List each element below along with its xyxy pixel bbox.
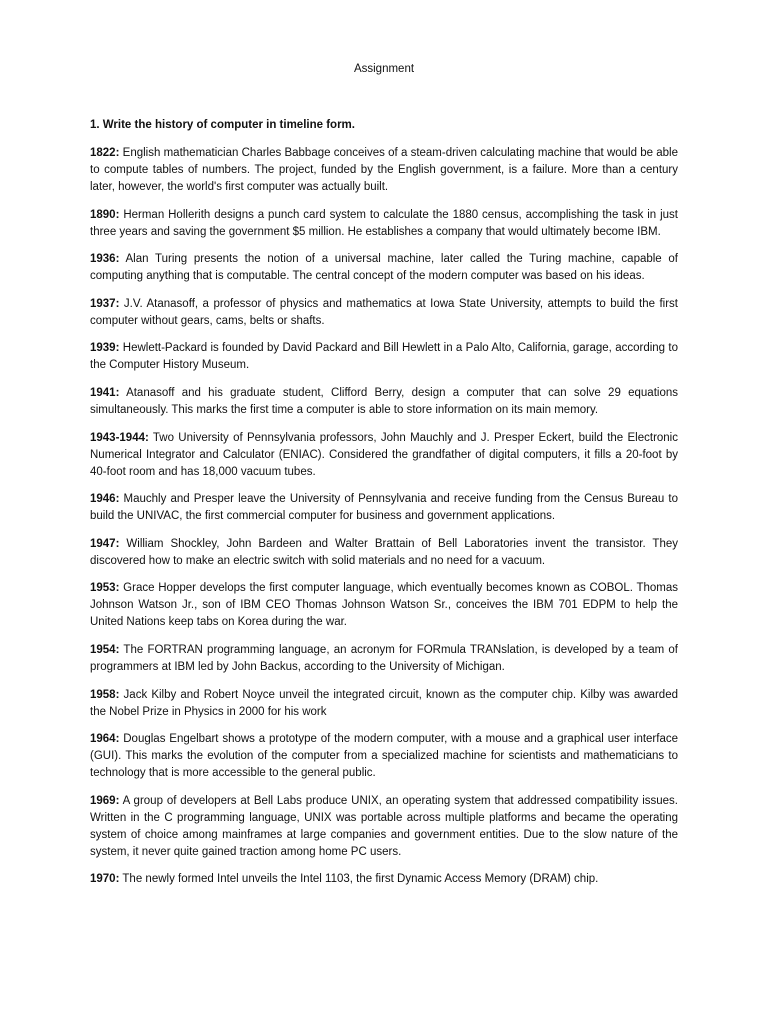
entry-text: William Shockley, John Bardeen and Walter Brattain of Bell Laboratories invent the transistor. They discovered how to make an electric switch with solid materials and no need for a vacuum.: [90, 537, 678, 567]
timeline-entry: [90, 731, 678, 782]
entry-text: English mathematician Charles Babbage conceives of a steam-driven calculating machine that would be able to compute tables of numbers. The project, funded by the English government, is a failure. More than a century later, however, the world's first computer was actually built.: [90, 147, 678, 193]
entry-year: 1964:: [90, 733, 120, 746]
entry-text: Two University of Pennsylvania professors, John Mauchly and J. Presper Eckert, build the Electronic Numerical Integrator and Calculator (ENIAC). Considered the grandfather of digital computers, it fills a 20-foot by 40-foot room and has 18,000 vacuum tubes.: [90, 431, 678, 478]
entry-text: Alan Turing presents the notion of a universal machine, later called the Turing machine, capable of computing anything that is computable. The central concept of the modern computer was based on his ideas.: [90, 253, 678, 283]
entry-year: 1970:: [90, 873, 120, 886]
entry-text: The newly formed Intel unveils the Intel 1103, the first Dynamic Access Memory (DRAM) chip.: [119, 873, 599, 886]
timeline-entry: [90, 871, 678, 888]
timeline-entry: [90, 687, 678, 721]
timeline-list: [90, 145, 678, 899]
page-title: Assignment: [353, 63, 415, 75]
entry-text: The FORTRAN programming language, an acronym for FORmula TRANslation, is developed by a team of programmers at IBM led by John Backus, according to the University of Michigan.: [90, 643, 678, 673]
entry-year: 1954:: [90, 643, 120, 656]
entry-year: 1941:: [90, 386, 120, 399]
entry-year: 1890:: [90, 208, 120, 221]
entry-year: 1946:: [90, 493, 120, 506]
entry-text: Mauchly and Presper leave the University of Pennsylvania and receive funding from the Census Bureau to build the UNIVAC, the first commercial computer for business and government applications.: [90, 493, 678, 523]
entry-year: 1947:: [90, 537, 120, 550]
timeline-entry: [90, 145, 678, 196]
timeline-entry: [90, 430, 678, 481]
entry-text: A group of developers at Bell Labs produce UNIX, an operating system that addressed compatibility issues. Written in the C programming language, UNIX was portable across multiple platforms and became the operating system of choice among mainframes at large companies and government entities. Due to the slow nature of the system, it never quite gained traction among home PC users.: [90, 794, 678, 858]
entry-text: Atanasoff and his graduate student, Clifford Berry, design a computer that can solve 29 equations simultaneously. This marks the first time a computer is able to store information on its main memory.: [90, 386, 678, 416]
question-heading: 1. Write the history of computer in timeline form.: [90, 119, 355, 131]
entry-text: Jack Kilby and Robert Noyce unveil the integrated circuit, known as the computer chip. Kilby was awarded the Nobel Prize in Physics in 2000 for his work: [90, 688, 678, 718]
timeline-entry: [90, 491, 678, 525]
entry-text: Herman Hollerith designs a punch card system to calculate the 1880 census, accomplishing the task in just three years and saving the government $5 million. He establishes a company that would ultimately become IBM.: [90, 208, 678, 238]
timeline-entry: [90, 207, 678, 241]
timeline-entry: [90, 580, 678, 631]
entry-text: Douglas Engelbart shows a prototype of the modern computer, with a mouse and a graphical user interface (GUI). This marks the evolution of the computer from a specialized machine for scientists and mathematicians to technology that is more accessible to the general public.: [90, 733, 678, 780]
entry-year: 1958:: [90, 688, 120, 701]
entry-year: 1822:: [90, 147, 120, 159]
entry-year: 1939:: [90, 342, 120, 355]
entry-year: 1953:: [90, 582, 120, 595]
entry-text: Grace Hopper develops the first computer language, which eventually becomes known as COBOL. Thomas Johnson Watson Jr., son of IBM CEO Thomas Johnson Watson Sr., conceives the IBM 701 EDPM to help the United Nations keep tabs on Korea during the war.: [90, 582, 678, 629]
entry-year: 1969:: [90, 794, 120, 807]
entry-year: 1937:: [90, 297, 120, 310]
timeline-entry: [90, 385, 678, 419]
timeline-entry: [90, 793, 678, 861]
timeline-entry: [90, 340, 678, 374]
timeline-entry: [90, 251, 678, 285]
entry-text: J.V. Atanasoff, a professor of physics and mathematics at Iowa State University, attempts to build the first computer without gears, cams, belts or shafts.: [90, 297, 678, 327]
timeline-entry: [90, 642, 678, 676]
entry-year: 1936:: [90, 253, 120, 266]
timeline-entry: [90, 536, 678, 570]
entry-year: 1943-1944:: [90, 431, 149, 444]
entry-text: Hewlett-Packard is founded by David Packard and Bill Hewlett in a Palo Alto, California, garage, according to the Computer History Museum.: [90, 342, 678, 372]
timeline-entry: [90, 296, 678, 330]
